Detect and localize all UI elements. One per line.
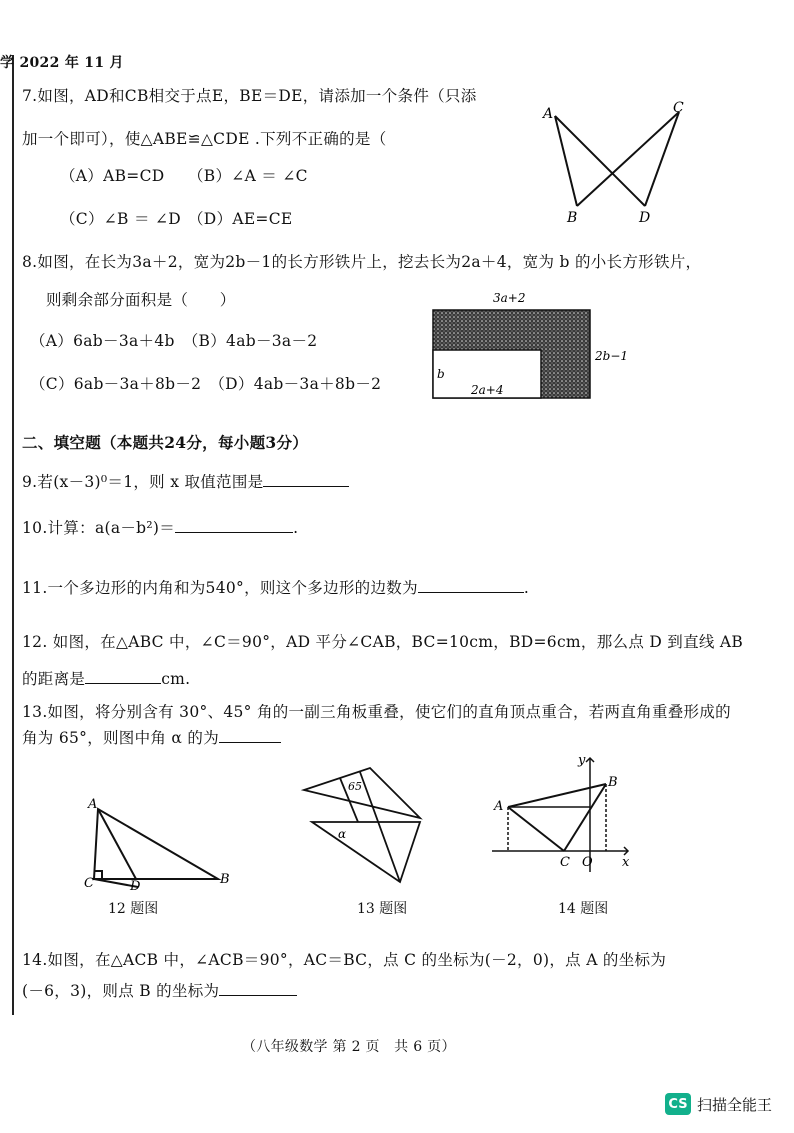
q8-line2: 则剩余部分面积是（ ） bbox=[46, 291, 236, 309]
q7-line1: 7.如图，AD和CB相交于点E，BE＝DE，请添加一个条件（只添 bbox=[22, 87, 477, 105]
q7-label-d: D bbox=[639, 210, 651, 226]
q13-line2 bbox=[22, 726, 281, 748]
page-footer: （八年级数学 第 2 页 共 6 页） bbox=[242, 1039, 456, 1055]
figure-13 bbox=[300, 762, 430, 892]
q7-option-a: （A）AB=CD bbox=[60, 167, 165, 185]
q7-figure bbox=[535, 98, 695, 228]
q7-option-c: （C）∠B ＝ ∠D bbox=[60, 210, 182, 228]
q7-line2: 加一个即可），使△ABE≌△CDE .下列不正确的是（ bbox=[22, 130, 387, 148]
q14-text: (－6，3)，则点 B 的坐标为 bbox=[22, 982, 220, 1000]
q10-text: 10.计算：a(a－b²)＝ bbox=[22, 519, 176, 537]
q11-text: 11.一个多边形的内角和为540°，则这个多边形的边数为 bbox=[22, 579, 418, 597]
q8-options-ab: （A）6ab－3a＋4b （B）4ab－3a－2 bbox=[30, 332, 318, 350]
q12-line1: 12. 如图，在△ABC 中，∠C＝90°，AD 平分∠CAB，BC=10cm，BD=6cm，那么点 D 到直线 AB bbox=[22, 633, 744, 651]
q7-label-a: A bbox=[543, 106, 554, 122]
q7-option-d: （D）AE=CE bbox=[188, 210, 293, 228]
q11-line bbox=[22, 576, 529, 598]
q12-suffix: cm. bbox=[161, 670, 191, 688]
q7-label-c: C bbox=[673, 100, 684, 116]
q8-label-right: 2b−1 bbox=[595, 349, 629, 363]
fig14-label-b: B bbox=[608, 775, 618, 790]
fig13-caption: 13 题图 bbox=[357, 901, 408, 917]
fig13-angle-label: 65 bbox=[348, 780, 362, 793]
fig12-caption: 12 题图 bbox=[108, 901, 159, 917]
fig12-label-c: C bbox=[84, 876, 94, 891]
fig14-label-y: y bbox=[578, 753, 586, 768]
q14-line2 bbox=[22, 979, 297, 1001]
q13-text: 角为 65°，则图中角 α 的为 bbox=[22, 729, 220, 747]
scanner-app-name: 扫描全能王 bbox=[696, 1095, 772, 1114]
fig12-label-d: D bbox=[130, 879, 141, 894]
fig14-label-x: x bbox=[622, 855, 630, 870]
q8-line1: 8.如图，在长为3a＋2，宽为2b－1的长方形铁片上，挖去长为2a＋4，宽为 b 的小长方形铁片， bbox=[22, 253, 702, 271]
page-header: 学 2022 年 11 月 bbox=[0, 55, 124, 71]
q8-label-top: 3a+2 bbox=[493, 291, 526, 305]
q12-line2 bbox=[22, 667, 190, 689]
q14-line1: 14.如图，在△ACB 中，∠ACB＝90°，AC＝BC，点 C 的坐标为(－2，0)，点 A 的坐标为 bbox=[22, 951, 667, 969]
q10-line bbox=[22, 516, 298, 538]
figure-12 bbox=[80, 795, 240, 895]
q8-options-cd: （C）6ab－3a＋8b－2 （D）4ab－3a＋8b－2 bbox=[30, 375, 382, 393]
scanner-watermark bbox=[665, 1093, 772, 1115]
q7-label-b: B bbox=[567, 210, 578, 226]
q11-answer-blank[interactable] bbox=[418, 578, 524, 593]
fig12-label-a: A bbox=[88, 797, 98, 812]
fig12-label-b: B bbox=[220, 872, 230, 887]
q10-answer-blank[interactable] bbox=[175, 518, 293, 533]
q13-answer-blank[interactable] bbox=[219, 728, 281, 743]
fig14-label-o: O bbox=[582, 855, 593, 870]
q12-prefix: 的距离是 bbox=[22, 670, 86, 688]
q9-text: 9.若(x－3)⁰＝1，则 x 取值范围是 bbox=[22, 473, 264, 491]
camscanner-logo-icon: CS bbox=[665, 1093, 691, 1115]
q12-answer-blank[interactable] bbox=[85, 669, 161, 684]
q14-answer-blank[interactable] bbox=[219, 981, 297, 996]
q11-suffix: . bbox=[523, 579, 530, 597]
fig14-label-a: A bbox=[494, 799, 504, 814]
q9-line bbox=[22, 470, 349, 492]
q8-label-left: b bbox=[437, 367, 445, 381]
q9-answer-blank[interactable] bbox=[263, 472, 349, 487]
fig13-alpha-label: α bbox=[338, 827, 347, 841]
q8-label-bottom: 2a+4 bbox=[471, 383, 504, 397]
q10-suffix: . bbox=[293, 519, 299, 537]
q8-figure bbox=[425, 288, 635, 403]
q13-line1: 13.如图，将分别含有 30°、45° 角的一副三角板重叠，使它们的直角顶点重合，若两直角重叠形成的 bbox=[22, 703, 731, 721]
figure-14 bbox=[488, 752, 638, 877]
fig14-label-c: C bbox=[560, 855, 570, 870]
q7-option-b: （B）∠A ＝ ∠C bbox=[188, 167, 308, 185]
fig14-caption: 14 题图 bbox=[558, 901, 609, 917]
section-title: 二、填空题（本题共24分，每小题3分） bbox=[22, 433, 309, 452]
margin-rule bbox=[12, 55, 14, 1015]
